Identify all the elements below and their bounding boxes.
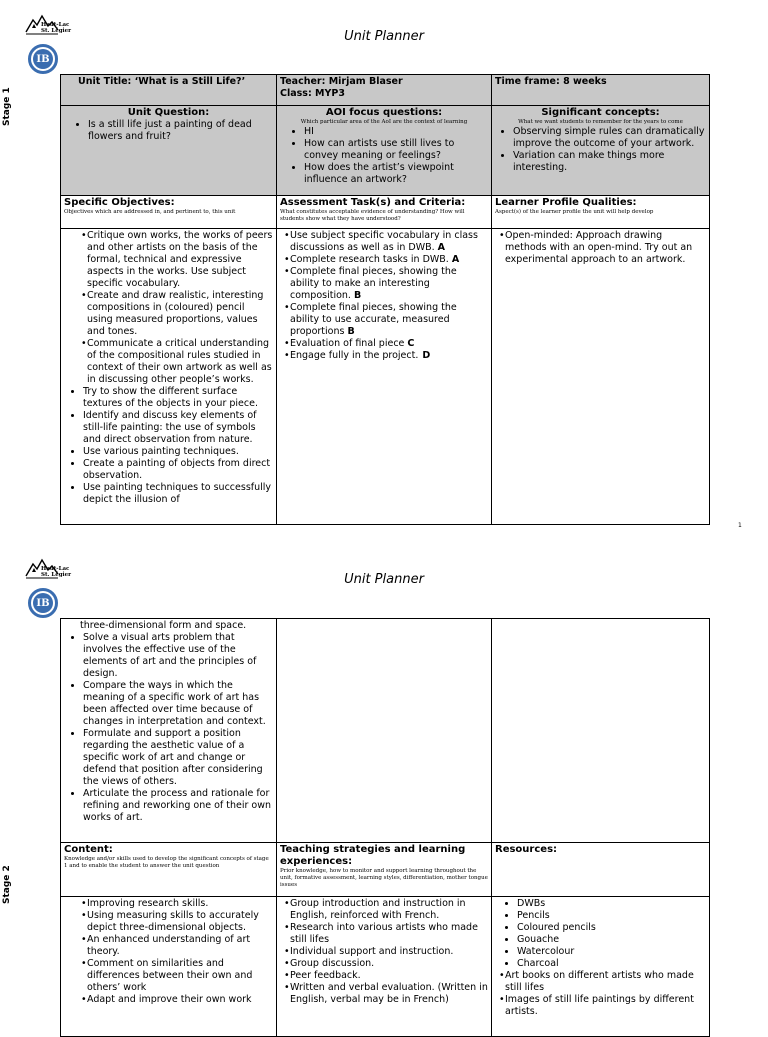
unit-title-cell	[61, 75, 277, 106]
list-item: • Communicate a critical understanding of the compositional rules studied in context of their own artwork as well as in discussing other people’s works.	[87, 338, 273, 386]
table-row	[61, 196, 710, 229]
school-name: Haut-Lac St. Légier	[41, 566, 72, 578]
aoi-cell	[277, 106, 492, 196]
list-item: • Complete final pieces, showing the ability to use accurate, measured proportions B	[290, 302, 488, 338]
page2-header	[0, 552, 768, 622]
assessment-cell	[277, 229, 492, 525]
teaching-cell	[277, 897, 492, 1037]
list-item: • Engage fully in the project. D	[290, 350, 488, 362]
ib-logo	[28, 588, 58, 618]
objectives-note: Objectives which are addressed in, and pertinent to, this unit	[64, 209, 236, 215]
list-item: • Identify and discuss key elements of still-life painting: the use of symbols and direct observation from nature.	[83, 410, 273, 446]
stage-label: Stage 2	[2, 865, 12, 904]
table-row	[61, 619, 710, 843]
content-cell	[61, 897, 277, 1037]
list-item: • Observing simple rules can dramatically improve the outcome of your artwork.	[513, 126, 706, 150]
table-row	[61, 843, 710, 897]
list-item: • Solve a visual arts problem that involves the effective use of the elements of art and the principles of design.	[83, 632, 273, 680]
teacher-name: Teacher: Mirjam Blaser	[280, 76, 403, 87]
aoi-header: AOI focus questions:	[325, 107, 443, 118]
content-header-cell	[61, 843, 277, 897]
list-item: • Critique own works, the works of peers and other artists on the basis of the formal, technical and expressive aspects in the works. Use subject specific vocabulary.	[87, 230, 273, 290]
ib-logo-text: IB	[33, 593, 53, 613]
assessment-header: Assessment Task(s) and Criteria:	[280, 197, 466, 208]
list-item: • Articulate the process and rationale for refining and reworking one of their own works of art.	[83, 788, 273, 824]
list-item: • Open-minded: Approach drawing methods with an open-mind. Try out an experimental approach to an artwork.	[505, 230, 706, 266]
list-item: • Evaluation of final piece C	[290, 338, 488, 350]
list-item: • Gouache	[517, 934, 706, 946]
list-item: • Improving research skills.	[87, 898, 273, 910]
resources-cell	[492, 897, 710, 1037]
empty-cell	[277, 619, 492, 843]
continued-text: three-dimensional form and space.	[80, 620, 247, 631]
teaching-header-cell	[277, 843, 492, 897]
list-item: • Try to show the different surface textures of the objects in your piece.	[83, 386, 273, 410]
teaching-header: Teaching strategies and learning experiences:	[280, 844, 466, 867]
page-title: Unit Planner	[344, 572, 424, 587]
list-item: • Compare the ways in which the meaning of a specific work of art has been affected over time because of changes in interpretation and context.	[83, 680, 273, 728]
table-row	[61, 229, 710, 525]
list-item: • Peer feedback.	[290, 970, 488, 982]
school-name: Haut-Lac St. Légier	[41, 22, 72, 34]
list-item: • Research into various artists who made still lifes	[290, 922, 488, 946]
list-item: • Use painting techniques to successfully depict the illusion of	[83, 482, 273, 506]
list-item: • Use various painting techniques.	[83, 446, 273, 458]
table-row	[61, 897, 710, 1037]
resources-header-cell	[492, 843, 710, 897]
list-item: • Comment on similarities and differences between their own and others’ work	[87, 958, 273, 994]
page-title: Unit Planner	[344, 29, 424, 44]
list-item: • Create a painting of objects from direct observation.	[83, 458, 273, 482]
list-item: • Group discussion.	[290, 958, 488, 970]
list-item: • Complete final pieces, showing the ability to make an interesting composition. B	[290, 266, 488, 302]
class-name: Class: MYP3	[280, 88, 345, 99]
objectives-continued-cell	[61, 619, 277, 843]
teacher-cell	[277, 75, 492, 106]
list-item: • Adapt and improve their own work	[87, 994, 273, 1006]
unit-question-header: Unit Question:	[127, 107, 210, 118]
list-item: • Watercolour	[517, 946, 706, 958]
learner-cell	[492, 229, 710, 525]
concepts-cell	[492, 106, 710, 196]
unit-planner-table-stage1	[60, 74, 710, 525]
list-item: • Group introduction and instruction in English, reinforced with French.	[290, 898, 488, 922]
teaching-note: Prior knowledge, how to monitor and support learning throughout the unit, formative assessment, learning styles, differentiation, mother tongue issues	[280, 868, 488, 888]
objectives-cell	[61, 229, 277, 525]
list-item: • HI	[304, 126, 488, 138]
objectives-header: Specific Objectives:	[64, 197, 175, 208]
unit-question-cell	[61, 106, 277, 196]
page-number: 1	[738, 522, 742, 529]
time-frame: Time frame: 8 weeks	[495, 76, 607, 87]
objectives-header-cell	[61, 196, 277, 229]
list-item: • Variation can make things more interesting.	[513, 150, 706, 174]
learner-header-cell	[492, 196, 710, 229]
list-item: • Written and verbal evaluation. (Written in English, verbal may be in French)	[290, 982, 488, 1006]
unit-title: Unit Title: ‘What is a Still Life?’	[78, 76, 246, 87]
list-item: • An enhanced understanding of art theory.	[87, 934, 273, 958]
list-item: • Using measuring skills to accurately depict three-dimensional objects.	[87, 910, 273, 934]
list-item: • How does the artist’s viewpoint influence an artwork?	[304, 162, 488, 186]
learner-header: Learner Profile Qualities:	[495, 197, 637, 208]
assessment-note: What constitutes acceptable evidence of understanding? How will students show what they have understood?	[280, 209, 465, 222]
learner-note: Aspect(s) of the learner profile the unit will help develop	[495, 209, 654, 215]
list-item: • Create and draw realistic, interesting compositions in (coloured) pencil using measured proportions, values and tones.	[87, 290, 273, 338]
table-row	[61, 75, 710, 106]
list-item: • Is a still life just a painting of dead flowers and fruit?	[88, 119, 273, 143]
content-note: Knowledge and/or skills used to develop the significant concepts of stage 1 and to enable the student to answer the unit question	[64, 856, 269, 869]
list-item: • Individual support and instruction.	[290, 946, 488, 958]
assessment-header-cell	[277, 196, 492, 229]
aoi-note: Which particular area of the AoI are the context of learning	[300, 119, 468, 125]
empty-cell	[492, 619, 710, 843]
list-item: • Coloured pencils	[517, 922, 706, 934]
list-item: • Complete research tasks in DWB. A	[290, 254, 488, 266]
concepts-note: What we want students to remember for the years to come	[518, 119, 683, 125]
ib-logo-text: IB	[33, 49, 53, 69]
list-item: • Charcoal	[517, 958, 706, 970]
resources-header: Resources:	[495, 844, 558, 855]
table-row	[61, 106, 710, 196]
list-item: • Use subject specific vocabulary in class discussions as well as in DWB. A	[290, 230, 488, 254]
unit-planner-table-stage2	[60, 618, 710, 1037]
list-item: • Art books on different artists who made still lifes	[505, 970, 706, 994]
concepts-header: Significant concepts:	[541, 107, 660, 118]
time-frame-cell	[492, 75, 710, 106]
list-item: • Images of still life paintings by different artists.	[505, 994, 706, 1018]
list-item: • How can artists use still lives to convey meaning or feelings?	[304, 138, 488, 162]
content-header: Content:	[64, 844, 113, 855]
list-item: • Formulate and support a position regarding the aesthetic value of a specific work of art and change or defend that position after considering the views of others.	[83, 728, 273, 788]
stage-label: Stage 1	[2, 87, 12, 126]
page1-header	[0, 8, 768, 78]
list-item: • DWBs	[517, 898, 706, 910]
ib-logo	[28, 44, 58, 74]
list-item: • Pencils	[517, 910, 706, 922]
